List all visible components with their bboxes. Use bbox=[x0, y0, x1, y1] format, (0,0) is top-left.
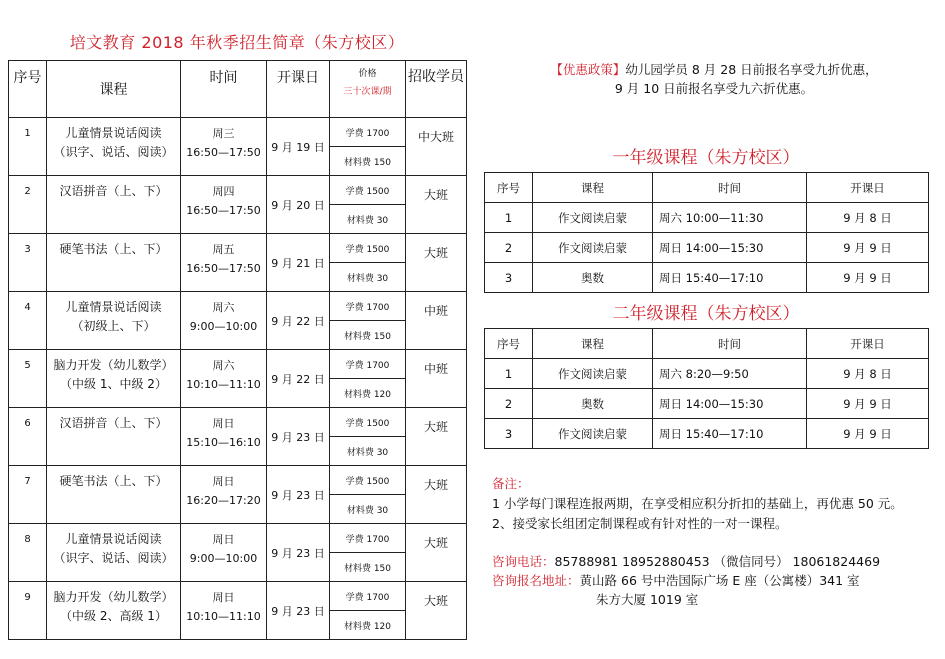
grade2-header-time: 时间 bbox=[653, 329, 807, 359]
course-row bbox=[9, 466, 467, 495]
grade2-header bbox=[485, 329, 929, 359]
course-row bbox=[9, 176, 467, 205]
course-day: 周日 bbox=[212, 475, 235, 488]
course-name-detail: （识字、说话、阅读） bbox=[53, 145, 174, 159]
course-name bbox=[47, 176, 181, 234]
policy-line2: 9 月 10 日前报名享受九六折优惠。 bbox=[614, 81, 814, 96]
course-no: 6 bbox=[9, 408, 47, 466]
course-no: 8 bbox=[9, 524, 47, 582]
course-start-date: 9 月 20 日 bbox=[267, 176, 330, 234]
course-table-header bbox=[9, 61, 467, 118]
course-time bbox=[181, 234, 267, 292]
course-name-detail: （中级 1、中级 2） bbox=[60, 377, 167, 391]
grade2-no: 3 bbox=[485, 419, 533, 449]
course-name bbox=[47, 524, 181, 582]
grade1-time: 周六 10:00—11:30 bbox=[653, 203, 807, 233]
course-time bbox=[181, 118, 267, 176]
course-name-main: 脑力开发（幼儿数学） bbox=[53, 590, 174, 604]
course-class: 大班 bbox=[406, 176, 467, 234]
course-no: 1 bbox=[9, 118, 47, 176]
course-class: 大班 bbox=[406, 582, 467, 640]
course-class: 中大班 bbox=[406, 118, 467, 176]
grade2-time: 周日 14:00—15:30 bbox=[653, 389, 807, 419]
grade2-no: 2 bbox=[485, 389, 533, 419]
grade2-row bbox=[485, 359, 929, 389]
discount-policy bbox=[484, 60, 944, 98]
course-class: 中班 bbox=[406, 292, 467, 350]
course-start-date: 9 月 22 日 bbox=[267, 350, 330, 408]
course-name-main: 硬笔书法（上、下） bbox=[59, 474, 168, 488]
course-material-fee: 材料费 30 bbox=[330, 205, 406, 234]
course-row bbox=[9, 292, 467, 321]
grade1-header-time: 时间 bbox=[653, 173, 807, 203]
notes bbox=[492, 474, 903, 534]
course-hours: 16:50—17:50 bbox=[186, 146, 261, 159]
grade2-header-date: 开课日 bbox=[807, 329, 929, 359]
course-day: 周四 bbox=[212, 185, 235, 198]
course-material-fee: 材料费 120 bbox=[330, 611, 406, 640]
course-time bbox=[181, 176, 267, 234]
course-no: 4 bbox=[9, 292, 47, 350]
grade1-title: 一年级课程（朱方校区） bbox=[612, 148, 800, 168]
course-hours: 10:10—11:10 bbox=[186, 378, 261, 391]
grade2-course: 作文阅读启蒙 bbox=[533, 419, 653, 449]
course-name bbox=[47, 234, 181, 292]
course-start-date: 9 月 23 日 bbox=[267, 466, 330, 524]
grade2-course: 作文阅读启蒙 bbox=[533, 359, 653, 389]
notes-line2: 2、接受家长组团定制课程或有针对性的一对一课程。 bbox=[492, 516, 788, 531]
grade2-time: 周日 15:40—17:10 bbox=[653, 419, 807, 449]
course-tuition: 学费 1700 bbox=[330, 524, 406, 553]
course-material-fee: 材料费 30 bbox=[330, 437, 406, 466]
course-time bbox=[181, 524, 267, 582]
grade1-date: 9 月 9 日 bbox=[807, 263, 929, 293]
course-hours: 16:50—17:50 bbox=[186, 262, 261, 275]
grade1-date: 9 月 9 日 bbox=[807, 233, 929, 263]
grade2-table bbox=[484, 328, 929, 449]
header-no: 序号 bbox=[9, 61, 47, 118]
course-hours: 10:10—11:10 bbox=[186, 610, 261, 623]
course-material-fee: 材料费 150 bbox=[330, 553, 406, 582]
course-no: 9 bbox=[9, 582, 47, 640]
policy-line1: 幼儿园学员 8 月 28 日前报名享受九折优惠， bbox=[625, 62, 878, 77]
course-tuition: 学费 1700 bbox=[330, 582, 406, 611]
course-start-date: 9 月 21 日 bbox=[267, 234, 330, 292]
grade2-date: 9 月 9 日 bbox=[807, 389, 929, 419]
course-start-date: 9 月 23 日 bbox=[267, 524, 330, 582]
page-title: 培文教育 2018 年秋季招生简章（朱方校区） bbox=[69, 33, 405, 52]
course-tuition: 学费 1700 bbox=[330, 292, 406, 321]
header-price bbox=[330, 61, 406, 118]
course-day: 周日 bbox=[212, 533, 235, 546]
header-class: 招收学员 bbox=[406, 61, 467, 118]
course-hours: 16:20—17:20 bbox=[186, 494, 261, 507]
grade1-course: 作文阅读启蒙 bbox=[533, 203, 653, 233]
policy-label: 【优惠政策】 bbox=[550, 62, 626, 77]
course-class: 大班 bbox=[406, 524, 467, 582]
course-tuition: 学费 1500 bbox=[330, 176, 406, 205]
grade1-header-no: 序号 bbox=[485, 173, 533, 203]
course-start-date: 9 月 22 日 bbox=[267, 292, 330, 350]
grade1-no: 1 bbox=[485, 203, 533, 233]
course-row bbox=[9, 118, 467, 147]
course-class: 大班 bbox=[406, 234, 467, 292]
course-day: 周六 bbox=[212, 301, 235, 314]
course-hours: 16:50—17:50 bbox=[186, 204, 261, 217]
course-day: 周三 bbox=[212, 127, 235, 140]
course-material-fee: 材料费 150 bbox=[330, 147, 406, 176]
course-name-detail: （初级上、下） bbox=[71, 319, 156, 333]
course-day: 周日 bbox=[212, 591, 235, 604]
course-row bbox=[9, 582, 467, 611]
course-name-main: 脑力开发（幼儿数学） bbox=[53, 358, 174, 372]
course-material-fee: 材料费 30 bbox=[330, 495, 406, 524]
course-tuition: 学费 1700 bbox=[330, 118, 406, 147]
course-tuition: 学费 1500 bbox=[330, 234, 406, 263]
course-name-main: 汉语拼音（上、下） bbox=[59, 184, 168, 198]
grade2-time: 周六 8:20—9:50 bbox=[653, 359, 807, 389]
contact-info bbox=[492, 552, 880, 609]
course-no: 7 bbox=[9, 466, 47, 524]
course-no: 2 bbox=[9, 176, 47, 234]
course-name-detail: （识字、说话、阅读） bbox=[53, 551, 174, 565]
header-price-sub: 三十次课/期 bbox=[343, 87, 392, 97]
course-name bbox=[47, 582, 181, 640]
grade2-title: 二年级课程（朱方校区） bbox=[612, 304, 800, 324]
header-course: 课程 bbox=[47, 61, 181, 118]
course-day: 周日 bbox=[212, 417, 235, 430]
grade1-no: 3 bbox=[485, 263, 533, 293]
course-name-main: 儿童情景说话阅读 bbox=[65, 532, 162, 546]
grade2-header-no: 序号 bbox=[485, 329, 533, 359]
course-row bbox=[9, 350, 467, 379]
course-tuition: 学费 1500 bbox=[330, 408, 406, 437]
course-day: 周六 bbox=[212, 359, 235, 372]
course-hours: 9:00—10:00 bbox=[189, 552, 258, 565]
course-start-date: 9 月 19 日 bbox=[267, 118, 330, 176]
course-class: 大班 bbox=[406, 466, 467, 524]
address-label: 咨询报名地址： bbox=[492, 573, 580, 588]
course-name-main: 儿童情景说话阅读 bbox=[65, 300, 162, 314]
grade2-header-course: 课程 bbox=[533, 329, 653, 359]
header-price-label: 价格 bbox=[358, 69, 377, 79]
course-name-main: 儿童情景说话阅读 bbox=[65, 126, 162, 140]
grade2-row bbox=[485, 389, 929, 419]
course-time bbox=[181, 292, 267, 350]
course-name bbox=[47, 118, 181, 176]
course-hours: 15:10—16:10 bbox=[186, 436, 261, 449]
grade1-time: 周日 15:40—17:10 bbox=[653, 263, 807, 293]
course-row bbox=[9, 408, 467, 437]
course-row bbox=[9, 524, 467, 553]
header-start: 开课日 bbox=[267, 61, 330, 118]
address-line2: 朱方大厦 1019 室 bbox=[596, 592, 699, 607]
course-name-main: 汉语拼音（上、下） bbox=[59, 416, 168, 430]
notes-line1: 1 小学每门课程连报两期，在享受相应积分折扣的基础上，再优惠 50 元。 bbox=[492, 496, 903, 511]
phone-label: 咨询电话： bbox=[492, 554, 555, 569]
course-start-date: 9 月 23 日 bbox=[267, 408, 330, 466]
grade2-course: 奥数 bbox=[533, 389, 653, 419]
course-time bbox=[181, 582, 267, 640]
phone-value: 85788981 18952880453 （微信同号） 18061824469 bbox=[554, 554, 881, 569]
notes-label: 备注： bbox=[492, 476, 530, 491]
grade1-header bbox=[485, 173, 929, 203]
grade1-course: 奥数 bbox=[533, 263, 653, 293]
grade1-course: 作文阅读启蒙 bbox=[533, 233, 653, 263]
grade1-row bbox=[485, 203, 929, 233]
course-name-detail: （中级 2、高级 1） bbox=[60, 609, 167, 623]
grade1-date: 9 月 8 日 bbox=[807, 203, 929, 233]
address-line1: 黄山路 66 号中浩国际广场 E 座（公寓楼）341 室 bbox=[579, 573, 860, 588]
grade2-row bbox=[485, 419, 929, 449]
course-tuition: 学费 1500 bbox=[330, 466, 406, 495]
course-class: 大班 bbox=[406, 408, 467, 466]
grade1-row bbox=[485, 233, 929, 263]
course-name bbox=[47, 408, 181, 466]
grade1-time: 周日 14:00—15:30 bbox=[653, 233, 807, 263]
course-no: 5 bbox=[9, 350, 47, 408]
grade2-no: 1 bbox=[485, 359, 533, 389]
course-name bbox=[47, 350, 181, 408]
grade1-no: 2 bbox=[485, 233, 533, 263]
course-name bbox=[47, 466, 181, 524]
course-time bbox=[181, 408, 267, 466]
grade2-date: 9 月 9 日 bbox=[807, 419, 929, 449]
course-tuition: 学费 1700 bbox=[330, 350, 406, 379]
course-day: 周五 bbox=[212, 243, 235, 256]
course-row bbox=[9, 234, 467, 263]
course-time bbox=[181, 466, 267, 524]
course-start-date: 9 月 23 日 bbox=[267, 582, 330, 640]
grade1-header-date: 开课日 bbox=[807, 173, 929, 203]
course-table bbox=[8, 60, 467, 640]
course-material-fee: 材料费 30 bbox=[330, 263, 406, 292]
course-name-main: 硬笔书法（上、下） bbox=[59, 242, 168, 256]
header-time: 时间 bbox=[181, 61, 267, 118]
course-class: 中班 bbox=[406, 350, 467, 408]
course-material-fee: 材料费 120 bbox=[330, 379, 406, 408]
course-name bbox=[47, 292, 181, 350]
course-no: 3 bbox=[9, 234, 47, 292]
grade1-header-course: 课程 bbox=[533, 173, 653, 203]
grade1-row bbox=[485, 263, 929, 293]
grade1-table bbox=[484, 172, 929, 293]
grade2-date: 9 月 8 日 bbox=[807, 359, 929, 389]
course-time bbox=[181, 350, 267, 408]
course-material-fee: 材料费 150 bbox=[330, 321, 406, 350]
course-hours: 9:00—10:00 bbox=[189, 320, 258, 333]
